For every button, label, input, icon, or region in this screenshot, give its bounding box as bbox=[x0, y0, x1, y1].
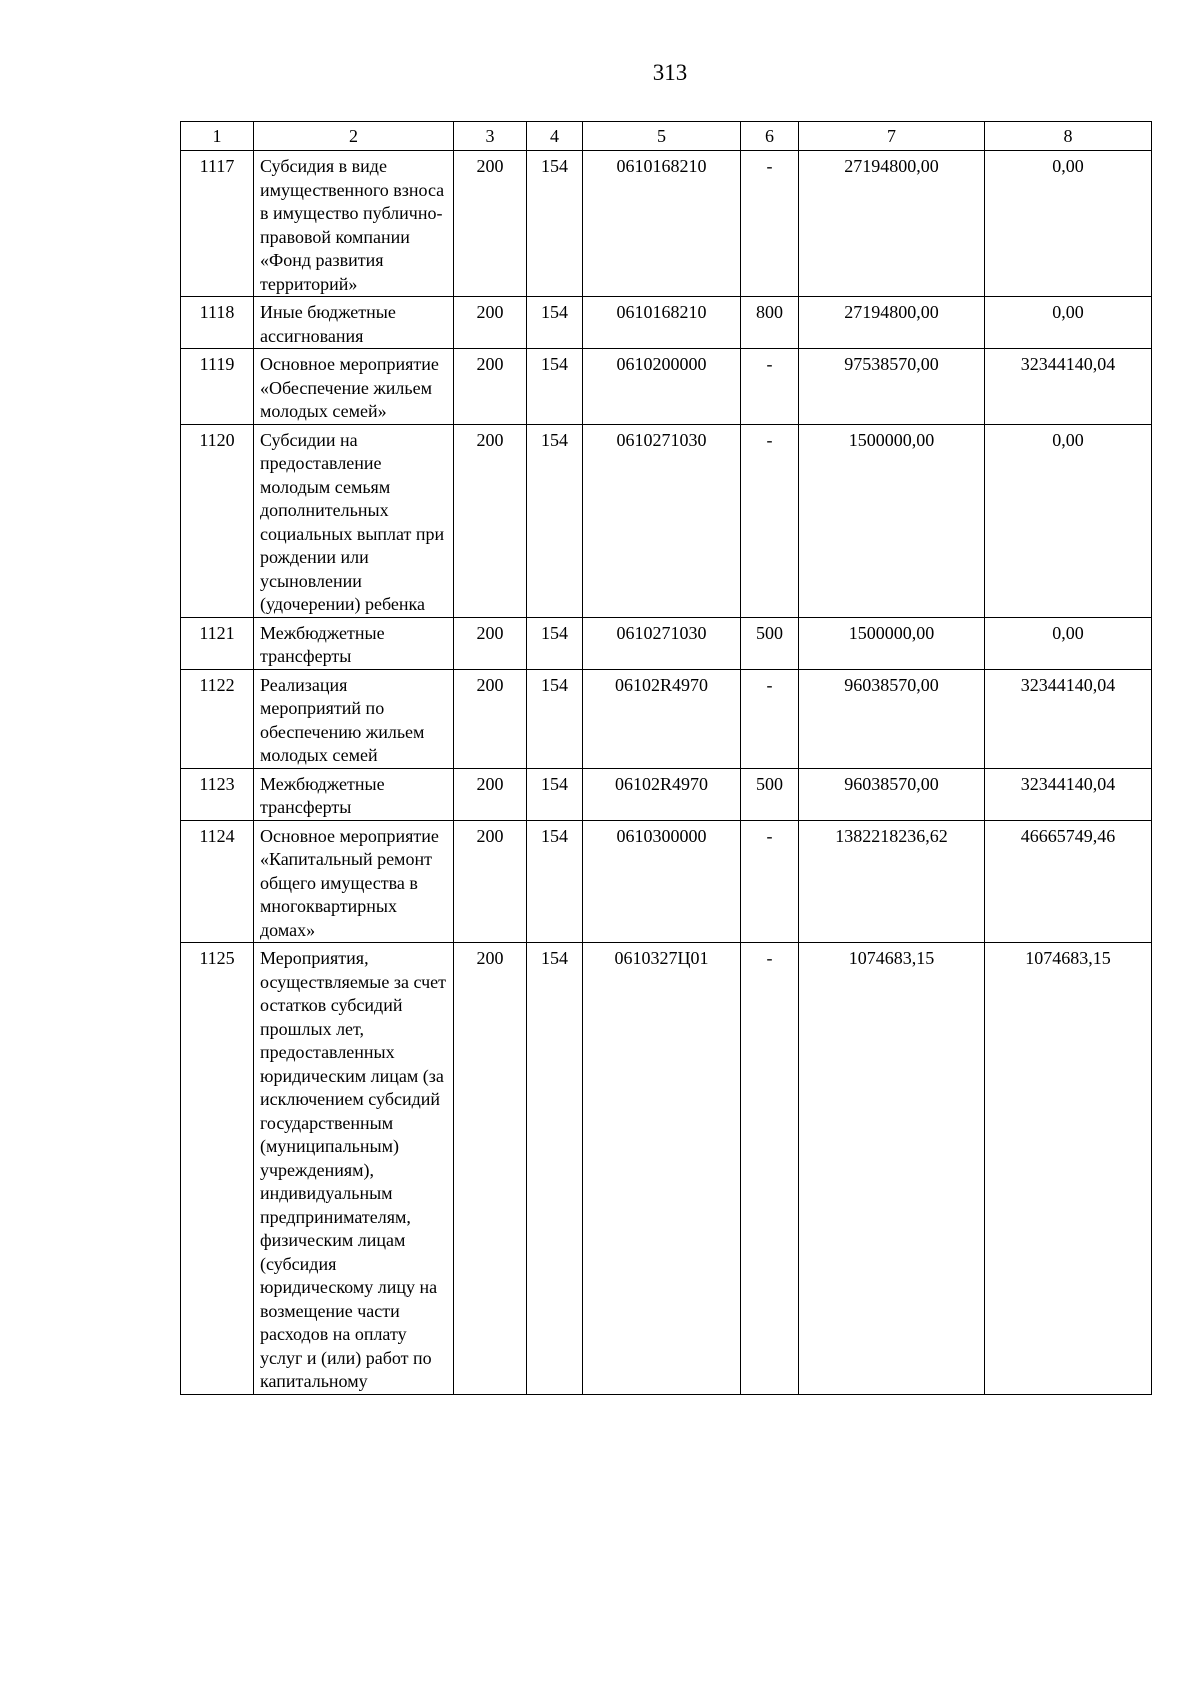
expense-type: - bbox=[741, 151, 799, 297]
row-number: 1125 bbox=[181, 943, 254, 1395]
page-number: 313 bbox=[652, 60, 688, 85]
table-row bbox=[181, 669, 1152, 768]
amount-col8: 32344140,04 bbox=[985, 349, 1152, 425]
row-number: 1118 bbox=[181, 297, 254, 349]
row-name: Реализация мероприятий по обеспечению жильем молодых семей bbox=[254, 669, 454, 768]
col3-value: 200 bbox=[454, 820, 527, 943]
amount-col8: 32344140,04 bbox=[985, 768, 1152, 820]
col3-value: 200 bbox=[454, 768, 527, 820]
col3-value: 200 bbox=[454, 297, 527, 349]
target-code: 06102R4970 bbox=[583, 669, 741, 768]
table-row bbox=[181, 151, 1152, 297]
col4-value: 154 bbox=[527, 669, 583, 768]
column-header: 8 bbox=[985, 122, 1152, 151]
amount-col7: 27194800,00 bbox=[799, 151, 985, 297]
amount-col8: 32344140,04 bbox=[985, 669, 1152, 768]
table-header-row bbox=[181, 122, 1152, 151]
row-name: Межбюджетные трансферты bbox=[254, 768, 454, 820]
col3-value: 200 bbox=[454, 617, 527, 669]
table-row bbox=[181, 349, 1152, 425]
amount-col7: 1382218236,62 bbox=[799, 820, 985, 943]
expense-type: - bbox=[741, 669, 799, 768]
column-header: 3 bbox=[454, 122, 527, 151]
target-code: 0610271030 bbox=[583, 617, 741, 669]
expense-type: 500 bbox=[741, 768, 799, 820]
column-header: 4 bbox=[527, 122, 583, 151]
col4-value: 154 bbox=[527, 151, 583, 297]
amount-col7: 1500000,00 bbox=[799, 617, 985, 669]
row-name: Субсидии на предоставление молодым семьям дополнительных социальных выплат при рождении или усыновлении (удочерении) ребенка bbox=[254, 424, 454, 617]
column-header: 2 bbox=[254, 122, 454, 151]
amount-col8: 0,00 bbox=[985, 424, 1152, 617]
amount-col8: 1074683,15 bbox=[985, 943, 1152, 1395]
row-name: Иные бюджетные ассигнования bbox=[254, 297, 454, 349]
amount-col7: 27194800,00 bbox=[799, 297, 985, 349]
row-name: Основное мероприятие «Капитальный ремонт общего имущества в многоквартирных домах» bbox=[254, 820, 454, 943]
target-code: 0610168210 bbox=[583, 151, 741, 297]
amount-col7: 96038570,00 bbox=[799, 768, 985, 820]
amount-col7: 97538570,00 bbox=[799, 349, 985, 425]
col4-value: 154 bbox=[527, 297, 583, 349]
col3-value: 200 bbox=[454, 151, 527, 297]
column-header: 5 bbox=[583, 122, 741, 151]
table-row bbox=[181, 820, 1152, 943]
expense-type: 800 bbox=[741, 297, 799, 349]
expense-type: 500 bbox=[741, 617, 799, 669]
target-code: 0610168210 bbox=[583, 297, 741, 349]
table-row bbox=[181, 424, 1152, 617]
expense-type: - bbox=[741, 424, 799, 617]
amount-col7: 1074683,15 bbox=[799, 943, 985, 1395]
col3-value: 200 bbox=[454, 669, 527, 768]
row-name: Субсидия в виде имущественного взноса в имущество публично-правовой компании «Фонд развития территорий» bbox=[254, 151, 454, 297]
col3-value: 200 bbox=[454, 424, 527, 617]
row-name: Основное мероприятие «Обеспечение жильем молодых семей» bbox=[254, 349, 454, 425]
row-number: 1124 bbox=[181, 820, 254, 943]
amount-col8: 0,00 bbox=[985, 151, 1152, 297]
col4-value: 154 bbox=[527, 768, 583, 820]
row-number: 1119 bbox=[181, 349, 254, 425]
amount-col8: 46665749,46 bbox=[985, 820, 1152, 943]
amount-col8: 0,00 bbox=[985, 297, 1152, 349]
budget-table bbox=[180, 121, 1152, 1395]
amount-col7: 1500000,00 bbox=[799, 424, 985, 617]
table-row bbox=[181, 297, 1152, 349]
row-number: 1120 bbox=[181, 424, 254, 617]
column-header: 7 bbox=[799, 122, 985, 151]
expense-type: - bbox=[741, 349, 799, 425]
row-name: Межбюджетные трансферты bbox=[254, 617, 454, 669]
col4-value: 154 bbox=[527, 820, 583, 943]
row-number: 1123 bbox=[181, 768, 254, 820]
target-code: 06102R4970 bbox=[583, 768, 741, 820]
table-row bbox=[181, 617, 1152, 669]
target-code: 0610300000 bbox=[583, 820, 741, 943]
row-number: 1121 bbox=[181, 617, 254, 669]
row-name: Мероприятия, осуществляемые за счет остатков субсидий прошлых лет, предоставленных юридическим лицам (за исключением субсидий государственным (муниципальным) учреждениям), индивидуальным предпринимателям, физическим лицам (субсидия юридическому лицу на возмещение части расходов на оплату услуг и (или) работ по капитальному bbox=[254, 943, 454, 1395]
col3-value: 200 bbox=[454, 943, 527, 1395]
amount-col7: 96038570,00 bbox=[799, 669, 985, 768]
col4-value: 154 bbox=[527, 349, 583, 425]
expense-type: - bbox=[741, 943, 799, 1395]
table-row bbox=[181, 943, 1152, 1395]
col4-value: 154 bbox=[527, 424, 583, 617]
column-header: 6 bbox=[741, 122, 799, 151]
table-row bbox=[181, 768, 1152, 820]
amount-col8: 0,00 bbox=[985, 617, 1152, 669]
col4-value: 154 bbox=[527, 617, 583, 669]
col4-value: 154 bbox=[527, 943, 583, 1395]
target-code: 0610271030 bbox=[583, 424, 741, 617]
target-code: 0610200000 bbox=[583, 349, 741, 425]
target-code: 0610327Ц01 bbox=[583, 943, 741, 1395]
row-number: 1122 bbox=[181, 669, 254, 768]
expense-type: - bbox=[741, 820, 799, 943]
column-header: 1 bbox=[181, 122, 254, 151]
col3-value: 200 bbox=[454, 349, 527, 425]
row-number: 1117 bbox=[181, 151, 254, 297]
